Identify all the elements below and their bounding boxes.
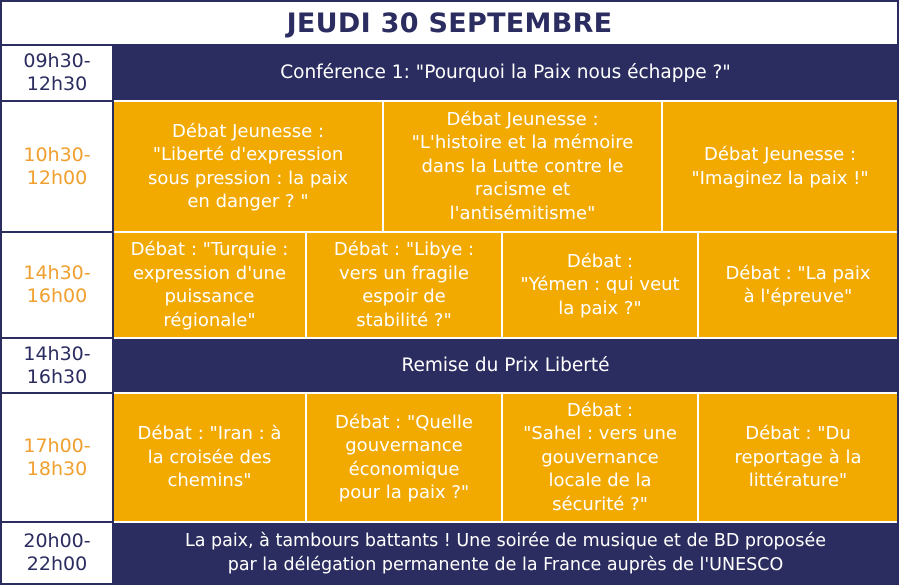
session-debate xyxy=(663,102,897,233)
time-end: 16h00 xyxy=(26,285,88,307)
session-line: "L'histoire et la mémoire xyxy=(411,132,634,154)
session-line: gouvernance xyxy=(345,435,463,456)
session-line: sécurité ?" xyxy=(552,493,648,515)
session-line: régionale" xyxy=(163,309,256,331)
session-line: pour la paix ?" xyxy=(338,482,470,503)
session-line: Débat : "Du xyxy=(745,423,851,445)
session-line: littérature" xyxy=(748,470,848,492)
session-debate xyxy=(503,394,699,523)
time-start: 14h30- xyxy=(23,262,91,284)
session-line: locale de la xyxy=(548,470,652,492)
session-line: gouvernance xyxy=(541,446,659,468)
session-line: sous pression : la paix xyxy=(148,167,348,189)
day-title: JEUDI 30 SEPTEMBRE xyxy=(2,2,897,46)
session-debate xyxy=(114,102,384,233)
time-start: 09h30- xyxy=(23,50,91,72)
session-line: puissance xyxy=(164,286,255,307)
session-line: Débat : "La paix xyxy=(725,262,871,284)
session-debate xyxy=(114,394,307,523)
time-slot xyxy=(2,523,114,583)
session-award: Remise du Prix Liberté xyxy=(114,339,897,394)
session-line: en danger ? " xyxy=(187,191,309,212)
session-line: "Yémen : qui veut xyxy=(520,274,680,296)
session-conference: Conférence 1: "Pourquoi la Paix nous échappe ?" xyxy=(114,46,897,102)
session-line: expression d'une xyxy=(132,262,287,284)
session-line: reportage à la xyxy=(734,446,862,468)
time-end: 18h30 xyxy=(26,457,88,480)
time-slot xyxy=(2,233,114,339)
session-debate xyxy=(503,233,699,339)
time-slot xyxy=(2,394,114,523)
session-line: Débat : xyxy=(566,399,634,421)
time-start: 14h30- xyxy=(23,342,91,365)
time-end: 12h30 xyxy=(26,73,88,95)
session-line: Débat : "Iran : à xyxy=(137,423,282,445)
session-line: Débat : "Quelle xyxy=(335,411,473,433)
session-line: Débat : xyxy=(566,250,634,272)
session-line: "Liberté d'expression xyxy=(152,144,344,165)
session-line: "Sahel : vers une xyxy=(523,423,677,445)
session-line: stabilité ?" xyxy=(356,309,452,331)
session-line: Débat : "Libye : xyxy=(333,239,475,260)
time-slot xyxy=(2,46,114,102)
session-line: la paix ?" xyxy=(558,297,642,319)
session-debate xyxy=(307,233,503,339)
session-debate xyxy=(307,394,503,523)
session-line: la croisée des xyxy=(147,446,272,468)
session-line: économique xyxy=(348,458,460,480)
time-slot xyxy=(2,339,114,394)
session-line: chemins" xyxy=(167,470,252,492)
session-line: racisme et xyxy=(474,179,571,201)
session-line: Débat : "Turquie : xyxy=(130,239,289,260)
time-end: 12h00 xyxy=(26,166,88,189)
session-line: vers un fragile xyxy=(338,262,470,284)
time-start: 20h00- xyxy=(23,530,91,552)
session-line: Débat Jeunesse : xyxy=(446,108,599,130)
session-line: à l'épreuve" xyxy=(743,286,853,307)
time-end: 16h30 xyxy=(26,365,88,388)
session-debate xyxy=(699,233,897,339)
session-debate xyxy=(699,394,897,523)
session-line: "Imaginez la paix !" xyxy=(691,167,869,189)
session-evening xyxy=(114,523,897,583)
time-slot xyxy=(2,102,114,233)
session-line: l'antisémitisme" xyxy=(449,202,596,224)
session-debate xyxy=(384,102,663,233)
session-debate xyxy=(114,233,307,339)
session-line: Débat Jeunesse : xyxy=(703,144,857,165)
session-line: Débat Jeunesse : xyxy=(171,120,325,142)
time-start: 17h00- xyxy=(23,434,91,457)
session-line: par la délégation permanente de la France auprès de l'UNESCO xyxy=(227,555,784,575)
session-line: dans la Lutte contre le xyxy=(421,155,624,177)
time-start: 10h30- xyxy=(23,143,91,166)
session-line: La paix, à tambours battants ! Une soirée de musique et de BD proposée xyxy=(184,531,827,551)
session-line: espoir de xyxy=(362,286,446,307)
time-end: 22h00 xyxy=(26,553,88,575)
